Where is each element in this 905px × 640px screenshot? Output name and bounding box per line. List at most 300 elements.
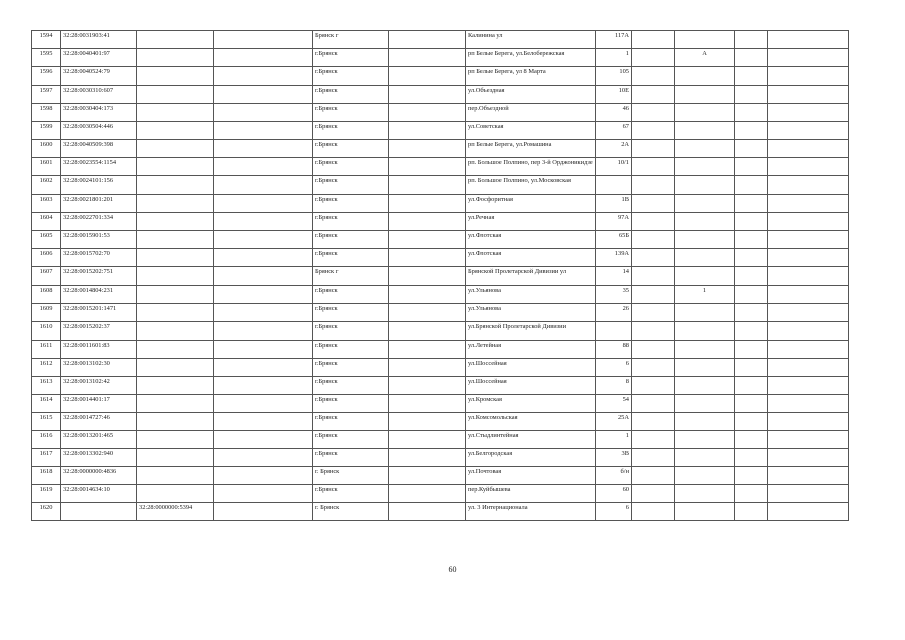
letter-cell: [675, 431, 735, 449]
house-number-cell: 14: [596, 267, 632, 286]
building-cell: [632, 413, 675, 431]
building-cell: [632, 341, 675, 359]
empty-cell: [389, 49, 466, 67]
table-body: [32, 31, 849, 521]
empty-cell: [735, 195, 768, 213]
building-cell: [632, 213, 675, 231]
street-cell: ул.Объездная: [466, 86, 596, 104]
house-number-cell: 25А: [596, 413, 632, 431]
house-number-cell: 8: [596, 377, 632, 395]
building-cell: [632, 359, 675, 377]
cadastral-number-cell: 32:28:0031903:41: [61, 31, 137, 49]
empty-cell: [389, 322, 466, 341]
letter-cell: [675, 67, 735, 86]
empty-cell: [768, 122, 849, 140]
cadastral-number-alt-cell: [137, 359, 214, 377]
city-cell: г.Брянск: [313, 49, 389, 67]
house-number-cell: 139А: [596, 249, 632, 267]
street-cell: пер.Объездной: [466, 104, 596, 122]
cadastral-number-cell: 32:28:0021801:201: [61, 195, 137, 213]
letter-cell: [675, 104, 735, 122]
street-cell: ул.Речная: [466, 213, 596, 231]
letter-cell: [675, 322, 735, 341]
empty-cell: [389, 195, 466, 213]
street-cell: ул.Шоссейная: [466, 377, 596, 395]
empty-cell: [768, 86, 849, 104]
cadastral-number-cell: 32:28:0013102:30: [61, 359, 137, 377]
empty-cell: [389, 104, 466, 122]
cadastral-number-cell: 32:28:0030404:173: [61, 104, 137, 122]
street-cell: рп. Большое Полпино, пер 3-й Орджоникидзе: [466, 158, 596, 176]
street-cell: ул.Ульянова: [466, 286, 596, 304]
city-cell: г.Брянск: [313, 286, 389, 304]
cadastral-number-alt-cell: [137, 467, 214, 485]
cadastral-number-alt-cell: [137, 104, 214, 122]
empty-cell: [735, 86, 768, 104]
empty-cell: [768, 503, 849, 521]
table-row: [32, 49, 849, 67]
empty-cell: [768, 286, 849, 304]
empty-cell: [214, 359, 313, 377]
cadastral-number-cell: 32:28:0015202:751: [61, 267, 137, 286]
house-number-cell: [596, 176, 632, 195]
house-number-cell: 97А: [596, 213, 632, 231]
empty-cell: [389, 304, 466, 322]
cadastral-number-cell: 32:28:0030310:607: [61, 86, 137, 104]
table-row: [32, 286, 849, 304]
house-number-cell: 65Б: [596, 231, 632, 249]
empty-cell: [389, 467, 466, 485]
row-number-cell: 1601: [32, 158, 61, 176]
empty-cell: [735, 213, 768, 231]
letter-cell: [675, 195, 735, 213]
empty-cell: [389, 213, 466, 231]
letter-cell: [675, 341, 735, 359]
empty-cell: [768, 304, 849, 322]
building-cell: [632, 286, 675, 304]
street-cell: рп Белые Берега, ул.Ромашина: [466, 140, 596, 158]
cadastral-number-cell: [61, 503, 137, 521]
street-cell: рп Белые Берега, ул 8 Марта: [466, 67, 596, 86]
empty-cell: [389, 341, 466, 359]
house-number-cell: 60: [596, 485, 632, 503]
row-number-cell: 1620: [32, 503, 61, 521]
house-number-cell: 26: [596, 304, 632, 322]
street-cell: ул.Комсомольская: [466, 413, 596, 431]
house-number-cell: 6: [596, 503, 632, 521]
table-row: [32, 341, 849, 359]
empty-cell: [768, 377, 849, 395]
cadastral-number-cell: 32:28:0015901:53: [61, 231, 137, 249]
cadastral-number-alt-cell: [137, 485, 214, 503]
house-number-cell: [596, 322, 632, 341]
building-cell: [632, 31, 675, 49]
empty-cell: [735, 431, 768, 449]
cadastral-number-cell: 32:28:0040401:97: [61, 49, 137, 67]
row-number-cell: 1613: [32, 377, 61, 395]
empty-cell: [214, 158, 313, 176]
city-cell: г.Брянск: [313, 359, 389, 377]
letter-cell: [675, 249, 735, 267]
building-cell: [632, 467, 675, 485]
empty-cell: [214, 213, 313, 231]
building-cell: [632, 395, 675, 413]
building-cell: [632, 176, 675, 195]
house-number-cell: 10/1: [596, 158, 632, 176]
table-row: [32, 449, 849, 467]
building-cell: [632, 503, 675, 521]
table-row: [32, 377, 849, 395]
house-number-cell: 1В: [596, 195, 632, 213]
building-cell: [632, 485, 675, 503]
street-cell: ул.Флотская: [466, 231, 596, 249]
letter-cell: [675, 140, 735, 158]
building-cell: [632, 304, 675, 322]
empty-cell: [214, 304, 313, 322]
city-cell: г.Брянск: [313, 341, 389, 359]
empty-cell: [389, 140, 466, 158]
empty-cell: [735, 249, 768, 267]
letter-cell: [675, 503, 735, 521]
empty-cell: [735, 231, 768, 249]
row-number-cell: 1596: [32, 67, 61, 86]
letter-cell: [675, 467, 735, 485]
city-cell: г.Брянск: [313, 195, 389, 213]
empty-cell: [214, 395, 313, 413]
table-row: [32, 158, 849, 176]
city-cell: г.Брянск: [313, 431, 389, 449]
street-cell: ул.Ульянова: [466, 304, 596, 322]
table-row: [32, 195, 849, 213]
empty-cell: [389, 122, 466, 140]
letter-cell: [675, 359, 735, 377]
city-cell: Брянск г: [313, 267, 389, 286]
table-row: [32, 104, 849, 122]
building-cell: [632, 86, 675, 104]
row-number-cell: 1594: [32, 31, 61, 49]
cadastral-number-cell: 32:28:0014727:46: [61, 413, 137, 431]
street-cell: ул.Шоссейная: [466, 359, 596, 377]
street-cell: ул. 3 Интернационала: [466, 503, 596, 521]
street-cell: пер.Куйбышева: [466, 485, 596, 503]
empty-cell: [768, 195, 849, 213]
street-cell: Калинина ул: [466, 31, 596, 49]
cadastral-number-alt-cell: [137, 286, 214, 304]
building-cell: [632, 49, 675, 67]
empty-cell: [214, 322, 313, 341]
building-cell: [632, 377, 675, 395]
empty-cell: [768, 249, 849, 267]
table-row: [32, 322, 849, 341]
cadastral-number-cell: 32:28:0030504:446: [61, 122, 137, 140]
street-cell: рп Белые Берега, ул.Белобережская: [466, 49, 596, 67]
empty-cell: [735, 304, 768, 322]
house-number-cell: 117А: [596, 31, 632, 49]
house-number-cell: 2А: [596, 140, 632, 158]
row-number-cell: 1611: [32, 341, 61, 359]
letter-cell: [675, 158, 735, 176]
table-row: [32, 231, 849, 249]
empty-cell: [389, 67, 466, 86]
empty-cell: [768, 395, 849, 413]
cadastral-number-cell: 32:28:0014804:231: [61, 286, 137, 304]
cadastral-number-cell: 32:28:0013201:465: [61, 431, 137, 449]
table-row: [32, 359, 849, 377]
house-number-cell: 67: [596, 122, 632, 140]
letter-cell: [675, 449, 735, 467]
row-number-cell: 1616: [32, 431, 61, 449]
row-number-cell: 1610: [32, 322, 61, 341]
empty-cell: [389, 249, 466, 267]
row-number-cell: 1618: [32, 467, 61, 485]
empty-cell: [214, 104, 313, 122]
table-row: [32, 503, 849, 521]
row-number-cell: 1609: [32, 304, 61, 322]
building-cell: [632, 140, 675, 158]
building-cell: [632, 122, 675, 140]
empty-cell: [214, 431, 313, 449]
building-cell: [632, 449, 675, 467]
empty-cell: [389, 413, 466, 431]
empty-cell: [768, 49, 849, 67]
street-cell: ул.Летейная: [466, 341, 596, 359]
table-row: [32, 304, 849, 322]
city-cell: г.Брянск: [313, 322, 389, 341]
street-cell: ул.Советская: [466, 122, 596, 140]
empty-cell: [389, 485, 466, 503]
empty-cell: [214, 377, 313, 395]
empty-cell: [768, 31, 849, 49]
empty-cell: [735, 140, 768, 158]
letter-cell: [675, 213, 735, 231]
row-number-cell: 1604: [32, 213, 61, 231]
city-cell: г.Брянск: [313, 176, 389, 195]
city-cell: Брянск г: [313, 31, 389, 49]
building-cell: [632, 249, 675, 267]
city-cell: г.Брянск: [313, 395, 389, 413]
cadastral-number-cell: 32:28:0040524:79: [61, 67, 137, 86]
cadastral-number-cell: 32:28:0013302:940: [61, 449, 137, 467]
cadastral-number-alt-cell: [137, 158, 214, 176]
empty-cell: [735, 67, 768, 86]
city-cell: г.Брянск: [313, 213, 389, 231]
page-number: 60: [448, 565, 457, 574]
cadastral-number-cell: 32:28:0040509:398: [61, 140, 137, 158]
letter-cell: [675, 231, 735, 249]
empty-cell: [735, 341, 768, 359]
cadastral-number-cell: 32:28:0022701:334: [61, 213, 137, 231]
city-cell: г.Брянск: [313, 231, 389, 249]
city-cell: г.Брянск: [313, 413, 389, 431]
empty-cell: [768, 431, 849, 449]
table-row: [32, 485, 849, 503]
empty-cell: [214, 413, 313, 431]
row-number-cell: 1619: [32, 485, 61, 503]
city-cell: г. Брянск: [313, 467, 389, 485]
row-number-cell: 1598: [32, 104, 61, 122]
empty-cell: [735, 413, 768, 431]
city-cell: г.Брянск: [313, 104, 389, 122]
house-number-cell: 10Е: [596, 86, 632, 104]
row-number-cell: 1597: [32, 86, 61, 104]
empty-cell: [735, 377, 768, 395]
empty-cell: [214, 31, 313, 49]
empty-cell: [389, 286, 466, 304]
building-cell: [632, 267, 675, 286]
city-cell: г.Брянск: [313, 86, 389, 104]
empty-cell: [389, 359, 466, 377]
cadastral-number-alt-cell: [137, 176, 214, 195]
letter-cell: [675, 395, 735, 413]
street-cell: рп. Большое Полпино, ул.Московская: [466, 176, 596, 195]
empty-cell: [214, 176, 313, 195]
empty-cell: [214, 140, 313, 158]
empty-cell: [214, 49, 313, 67]
empty-cell: [735, 267, 768, 286]
cadastral-number-alt-cell: [137, 431, 214, 449]
empty-cell: [389, 231, 466, 249]
empty-cell: [735, 503, 768, 521]
street-cell: ул.Почтовая: [466, 467, 596, 485]
building-cell: [632, 322, 675, 341]
building-cell: [632, 67, 675, 86]
building-cell: [632, 158, 675, 176]
house-number-cell: 105: [596, 67, 632, 86]
street-cell: ул.Белгородская: [466, 449, 596, 467]
row-number-cell: 1603: [32, 195, 61, 213]
empty-cell: [768, 213, 849, 231]
cadastral-number-cell: 32:28:0000000:4836: [61, 467, 137, 485]
city-cell: г. Брянск: [313, 503, 389, 521]
row-number-cell: 1614: [32, 395, 61, 413]
empty-cell: [214, 67, 313, 86]
city-cell: г.Брянск: [313, 304, 389, 322]
row-number-cell: 1606: [32, 249, 61, 267]
table-row: [32, 122, 849, 140]
empty-cell: [768, 67, 849, 86]
empty-cell: [214, 286, 313, 304]
city-cell: г.Брянск: [313, 140, 389, 158]
cadastral-number-alt-cell: [137, 195, 214, 213]
empty-cell: [389, 158, 466, 176]
house-number-cell: 88: [596, 341, 632, 359]
empty-cell: [735, 122, 768, 140]
row-number-cell: 1607: [32, 267, 61, 286]
table-row: [32, 67, 849, 86]
city-cell: г.Брянск: [313, 377, 389, 395]
cadastral-number-alt-cell: [137, 413, 214, 431]
letter-cell: [675, 86, 735, 104]
cadastral-number-cell: 32:28:0015702:70: [61, 249, 137, 267]
empty-cell: [389, 449, 466, 467]
empty-cell: [389, 395, 466, 413]
empty-cell: [389, 267, 466, 286]
empty-cell: [768, 176, 849, 195]
empty-cell: [735, 286, 768, 304]
empty-cell: [214, 467, 313, 485]
letter-cell: [675, 377, 735, 395]
row-number-cell: 1595: [32, 49, 61, 67]
table-row: [32, 467, 849, 485]
empty-cell: [735, 176, 768, 195]
house-number-cell: б/н: [596, 467, 632, 485]
empty-cell: [735, 158, 768, 176]
empty-cell: [214, 231, 313, 249]
table-row: [32, 31, 849, 49]
house-number-cell: 6: [596, 359, 632, 377]
cadastral-number-cell: 32:28:0015202:37: [61, 322, 137, 341]
row-number-cell: 1608: [32, 286, 61, 304]
empty-cell: [389, 31, 466, 49]
cadastral-number-cell: 32:28:0014634:10: [61, 485, 137, 503]
empty-cell: [768, 322, 849, 341]
empty-cell: [214, 449, 313, 467]
empty-cell: [768, 341, 849, 359]
empty-cell: [735, 485, 768, 503]
empty-cell: [735, 31, 768, 49]
empty-cell: [768, 359, 849, 377]
table-row: [32, 176, 849, 195]
city-cell: г.Брянск: [313, 158, 389, 176]
registry-table: [31, 30, 849, 521]
street-cell: ул.Фосфоритная: [466, 195, 596, 213]
empty-cell: [768, 158, 849, 176]
letter-cell: [675, 267, 735, 286]
empty-cell: [735, 49, 768, 67]
cadastral-number-alt-cell: [137, 322, 214, 341]
row-number-cell: 1605: [32, 231, 61, 249]
street-cell: Брянской Пролетарской Дивизии ул: [466, 267, 596, 286]
city-cell: г.Брянск: [313, 449, 389, 467]
empty-cell: [214, 341, 313, 359]
row-number-cell: 1602: [32, 176, 61, 195]
empty-cell: [768, 267, 849, 286]
building-cell: [632, 231, 675, 249]
cadastral-number-alt-cell: 32:28:0000000:5394: [137, 503, 214, 521]
building-cell: [632, 195, 675, 213]
cadastral-number-alt-cell: [137, 449, 214, 467]
table-row: [32, 395, 849, 413]
cadastral-number-alt-cell: [137, 249, 214, 267]
street-cell: ул.Флотская: [466, 249, 596, 267]
row-number-cell: 1599: [32, 122, 61, 140]
letter-cell: [675, 31, 735, 49]
cadastral-number-alt-cell: [137, 140, 214, 158]
cadastral-number-alt-cell: [137, 67, 214, 86]
table-row: [32, 413, 849, 431]
empty-cell: [214, 195, 313, 213]
letter-cell: [675, 485, 735, 503]
empty-cell: [768, 485, 849, 503]
cadastral-number-alt-cell: [137, 213, 214, 231]
cadastral-number-cell: 32:28:0023554:1154: [61, 158, 137, 176]
house-number-cell: 35: [596, 286, 632, 304]
empty-cell: [214, 122, 313, 140]
empty-cell: [389, 431, 466, 449]
row-number-cell: 1615: [32, 413, 61, 431]
cadastral-number-alt-cell: [137, 31, 214, 49]
empty-cell: [768, 231, 849, 249]
letter-cell: [675, 122, 735, 140]
empty-cell: [214, 503, 313, 521]
letter-cell: [675, 413, 735, 431]
cadastral-number-alt-cell: [137, 122, 214, 140]
table-row: [32, 267, 849, 286]
cadastral-number-alt-cell: [137, 341, 214, 359]
letter-cell: 1: [675, 286, 735, 304]
house-number-cell: 3В: [596, 449, 632, 467]
empty-cell: [389, 176, 466, 195]
